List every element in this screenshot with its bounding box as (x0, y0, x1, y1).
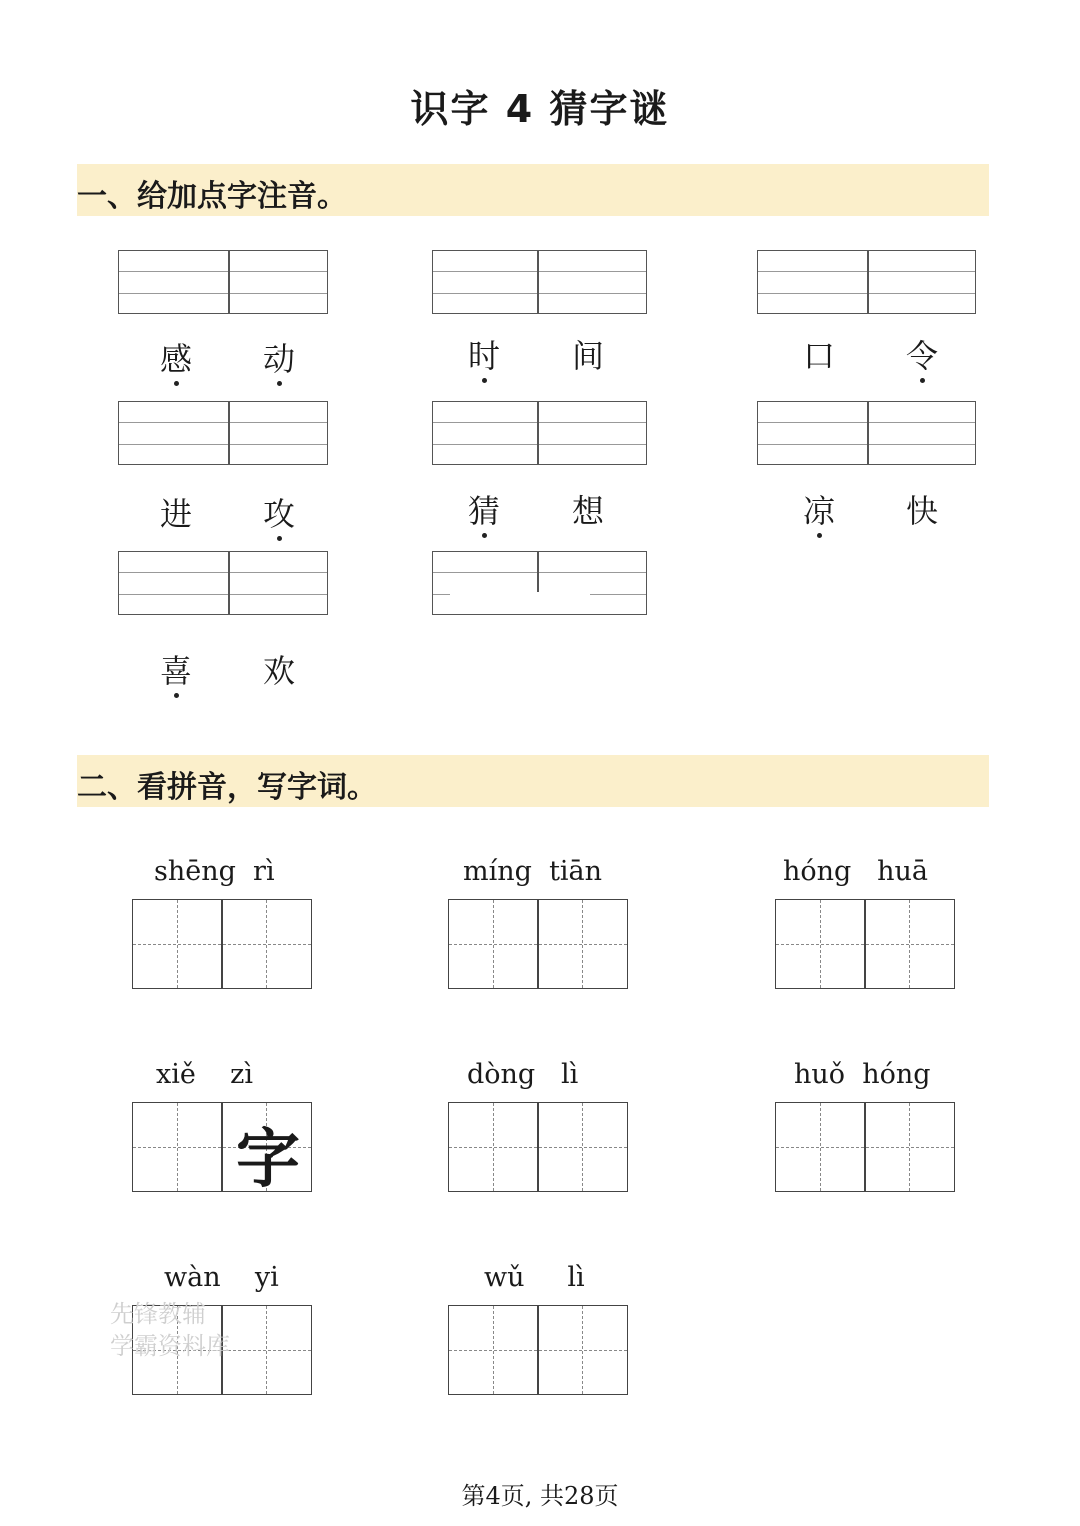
writing-grid-6[interactable] (775, 1102, 955, 1192)
character: 快 (905, 492, 938, 530)
erased-area (450, 592, 590, 614)
pinyin-box-1[interactable] (118, 250, 328, 314)
page-title: 识字 4 猜字谜 (410, 87, 670, 131)
writing-grid-5[interactable] (448, 1102, 628, 1192)
watermark: 先锋教辅 学霸资料库 (110, 1300, 230, 1360)
pinyin-label: hóng huā (783, 856, 928, 887)
dotted-character: 动 (254, 334, 304, 380)
prefilled-character: 字 (236, 1122, 300, 1197)
writing-grid-3[interactable] (775, 899, 955, 989)
writing-grid-8[interactable] (448, 1305, 628, 1395)
pinyin-box-4[interactable] (118, 401, 328, 465)
character: 口 (802, 337, 835, 375)
pinyin-box-5[interactable] (432, 401, 647, 465)
pinyin-box-3[interactable] (757, 250, 976, 314)
dotted-character: 令 (897, 331, 947, 377)
character: 进 (159, 495, 192, 533)
pinyin-box-6[interactable] (757, 401, 976, 465)
writing-grid-1[interactable] (132, 899, 312, 989)
pinyin-label: wǔ lì (484, 1262, 585, 1293)
character: 欢 (262, 652, 295, 690)
pinyin-box-2[interactable] (432, 250, 647, 314)
dotted-character: 攻 (254, 489, 304, 535)
section-1-heading: 一、给加点字注音。 (77, 179, 347, 214)
pinyin-label: xiě zì (156, 1059, 254, 1090)
pinyin-label: shēng rì (154, 856, 275, 887)
section-2-heading-bar (77, 755, 989, 807)
character: 想 (571, 492, 604, 530)
dotted-character: 时 (459, 331, 509, 377)
pinyin-label: dòng lì (467, 1059, 579, 1090)
pinyin-label: wàn yi (164, 1262, 279, 1293)
pinyin-label: míng tiān (463, 856, 603, 887)
character: 间 (571, 337, 604, 375)
dotted-character: 喜 (151, 646, 201, 692)
dotted-character: 凉 (794, 486, 844, 532)
page-footer: 第4页, 共28页 (461, 1482, 619, 1510)
writing-grid-2[interactable] (448, 899, 628, 989)
pinyin-box-7[interactable] (118, 551, 328, 615)
section-2-heading: 二、看拼音，写字词。 (77, 770, 377, 805)
pinyin-label: huǒ hóng (794, 1059, 931, 1090)
dotted-character: 感 (151, 334, 201, 380)
section-1-heading-bar (77, 164, 989, 216)
dotted-character: 猜 (459, 486, 509, 532)
